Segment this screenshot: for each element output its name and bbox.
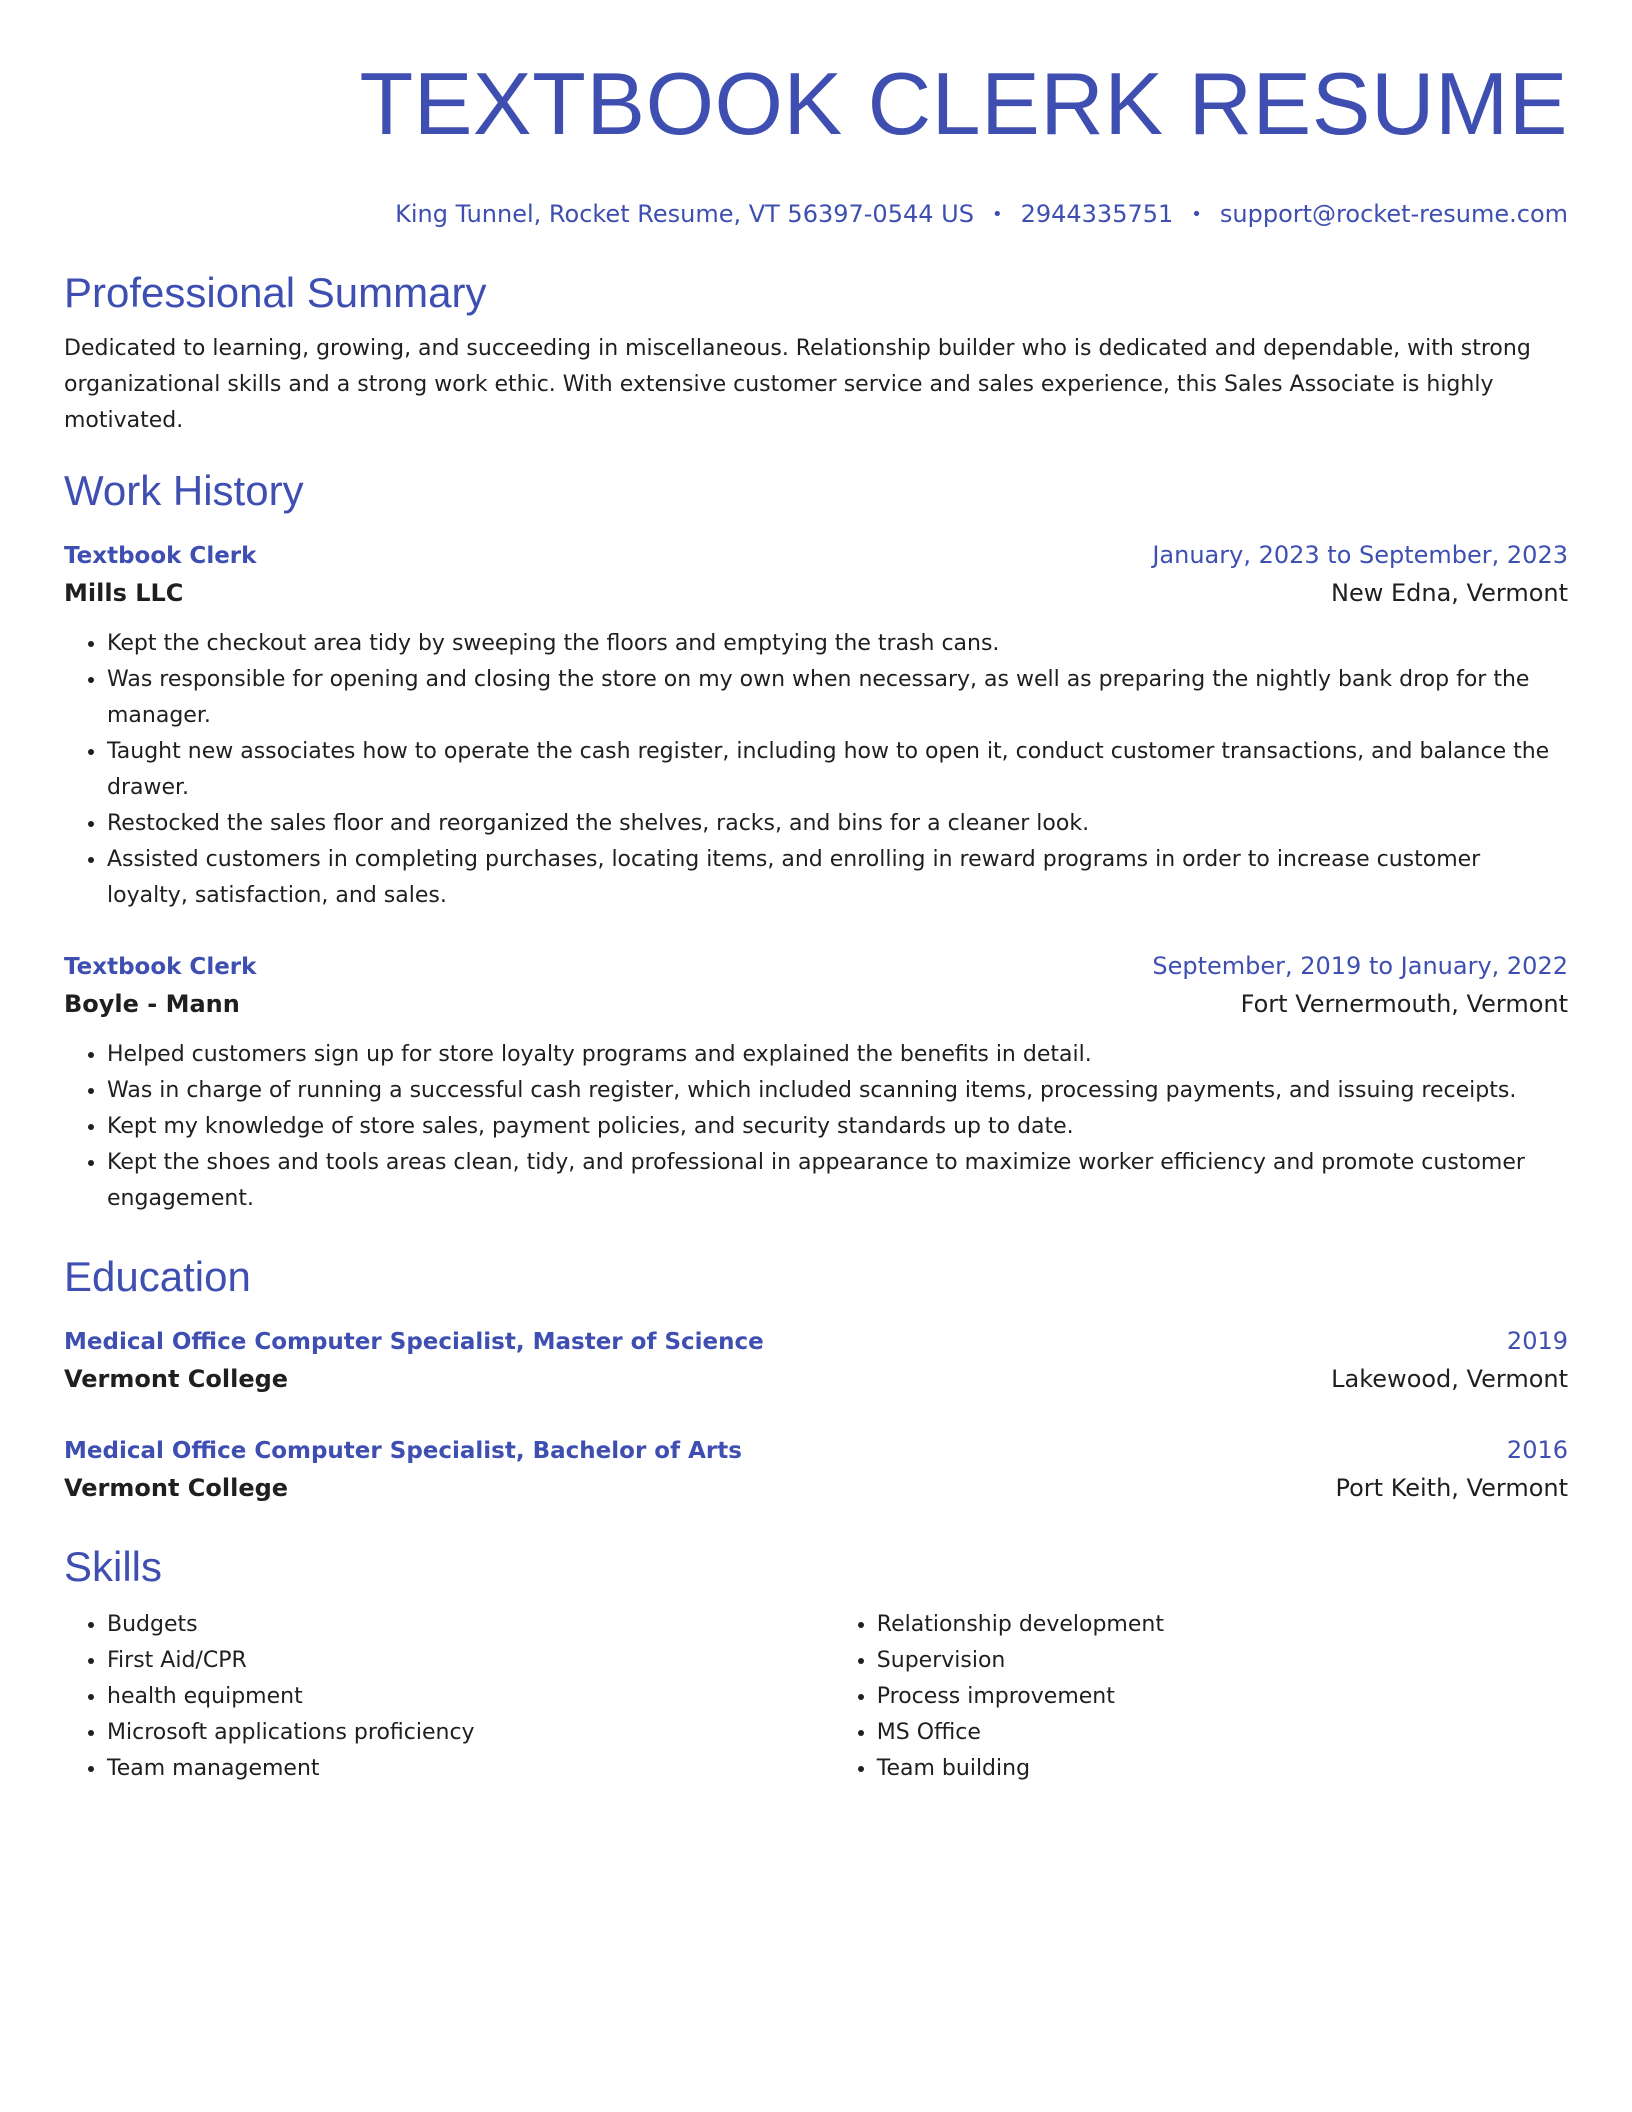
job-title: Textbook Clerk — [64, 954, 257, 980]
job-duties-list — [64, 1037, 1568, 1217]
resume-name: TEXTBOOK CLERK RESUME — [359, 54, 1568, 153]
job-duty: • Kept the shoes and tools areas clean, tidy, and professional in appearance to maximize worker efficiency and promote customer engagement. — [107, 1145, 1568, 1217]
education-year: 2016 — [1506, 1436, 1568, 1464]
job-duty: • Taught new associates how to operate the cash register, including how to open it, conduct customer transactions, and balance the drawer. — [107, 734, 1568, 806]
education-entry — [64, 1432, 1568, 1507]
skill-item: • Process improvement — [877, 1679, 1568, 1715]
job-company: Boyle - Mann — [64, 990, 240, 1018]
skill-item: • Microsoft applications proficiency — [107, 1715, 834, 1751]
job-dates: September, 2019 to January, 2022 — [1152, 952, 1568, 980]
contact-line — [64, 198, 1568, 231]
skill-item: • Supervision — [877, 1643, 1568, 1679]
education-degree: Medical Office Computer Specialist, Bachelor of Arts — [64, 1438, 742, 1464]
summary-heading: Professional Summary — [64, 269, 487, 316]
contact-email[interactable]: support@rocket-resume.com — [1219, 200, 1568, 228]
education-entry — [64, 1323, 1568, 1398]
skills-heading: Skills — [64, 1543, 163, 1590]
job-duty: • Was responsible for opening and closing the store on my own when necessary, as well as preparing the nightly bank drop for the manager. — [107, 662, 1568, 734]
education-year: 2019 — [1506, 1327, 1568, 1355]
job-location: New Edna, Vermont — [1331, 579, 1568, 607]
job-location: Fort Vernermouth, Vermont — [1240, 990, 1568, 1018]
education-heading: Education — [64, 1253, 251, 1300]
skill-item: • Team management — [107, 1751, 834, 1787]
skills-list — [64, 1607, 1568, 1787]
job-duty: • Was in charge of running a successful cash register, which included scanning items, processing payments, and issuing receipts. — [107, 1073, 1568, 1109]
education-location: Lakewood, Vermont — [1331, 1365, 1568, 1393]
job-duty: • Restocked the sales floor and reorganized the shelves, racks, and bins for a cleaner look. — [107, 806, 1568, 842]
contact-separator: • — [1191, 204, 1202, 225]
education-school: Vermont College — [64, 1365, 289, 1393]
education-location: Port Keith, Vermont — [1335, 1474, 1568, 1502]
education-school: Vermont College — [64, 1474, 289, 1502]
job-duties-list — [64, 626, 1568, 914]
skill-item: • health equipment — [107, 1679, 834, 1715]
job-entry — [64, 537, 1568, 914]
job-dates: January, 2023 to September, 2023 — [1152, 541, 1568, 569]
job-duty: • Kept the checkout area tidy by sweeping the floors and emptying the trash cans. — [107, 626, 1568, 662]
summary-text: Dedicated to learning, growing, and succeeding in miscellaneous. Relationship builder who is dedicated and dependable, with strong organizational skills and a strong work ethic. With extensive customer service and sales experience, this Sales Associate is highly motivated. — [64, 336, 1531, 433]
resume-header — [64, 52, 1568, 231]
skill-item: • MS Office — [877, 1715, 1568, 1751]
job-company: Mills LLC — [64, 579, 184, 607]
skill-item: • Budgets — [107, 1607, 834, 1643]
skill-item: • First Aid/CPR — [107, 1643, 834, 1679]
contact-address: King Tunnel, Rocket Resume, VT 56397-0544 US — [395, 200, 974, 228]
skill-item: • Relationship development — [877, 1607, 1568, 1643]
contact-phone: 2944335751 — [1020, 200, 1174, 228]
job-title: Textbook Clerk — [64, 543, 257, 569]
job-duty: • Kept my knowledge of store sales, payment policies, and security standards up to date. — [107, 1109, 1568, 1145]
contact-separator: • — [991, 204, 1003, 225]
job-duty: • Helped customers sign up for store loyalty programs and explained the benefits in detail. — [107, 1037, 1568, 1073]
work-history-heading: Work History — [64, 467, 304, 514]
job-duty: • Assisted customers in completing purchases, locating items, and enrolling in reward programs in order to increase customer loyalty, satisfaction, and sales. — [107, 842, 1568, 914]
skills-column — [834, 1607, 1568, 1787]
skill-item: • Team building — [877, 1751, 1568, 1787]
education-degree: Medical Office Computer Specialist, Master of Science — [64, 1329, 764, 1355]
skills-column — [64, 1607, 834, 1787]
job-entry — [64, 948, 1568, 1217]
